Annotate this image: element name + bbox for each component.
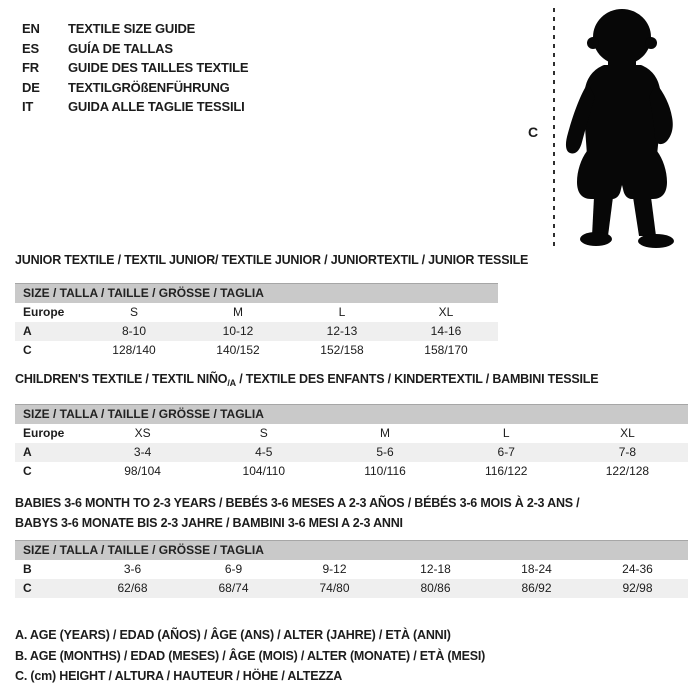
size-cell: XS <box>134 426 151 440</box>
age-cell: 12-13 <box>326 324 358 338</box>
table-row-months <box>15 560 688 579</box>
size-cell: XL <box>620 426 635 440</box>
language-row-de <box>22 78 248 98</box>
baby-silhouette <box>552 5 692 250</box>
language-row-en <box>22 19 248 39</box>
age-cell: 4-5 <box>255 445 273 459</box>
language-label: TEXTILE SIZE GUIDE <box>68 21 196 36</box>
language-code: FR <box>22 60 39 75</box>
size-header-bar: SIZE / TALLA / TAILLE / GRÖSSE / TAGLIA <box>15 404 688 424</box>
row-label: A <box>23 324 32 338</box>
babies-size-table <box>15 540 688 598</box>
junior-size-table <box>15 283 498 360</box>
row-label: C <box>23 343 32 357</box>
age-cell: 3-4 <box>133 445 152 459</box>
age-cell: 7-8 <box>618 445 637 459</box>
babies-title-line1: BABIES 3-6 MONTH TO 2-3 YEARS / BEBÉS 3-6 MESES A 2-3 AÑOS / BÉBÉS 3-6 MOIS À 2-3 ANS / <box>15 496 580 510</box>
age-cell: 8-10 <box>121 324 147 338</box>
legend-line-b: B. AGE (MONTHS) / EDAD (MESES) / ÂGE (MOIS) / ALTER (MONATE) / ETÀ (MESI) <box>15 648 486 663</box>
months-cell: 12-18 <box>420 562 451 576</box>
height-cell: 122/128 <box>605 464 650 478</box>
language-label: GUIDA ALLE TAGLIE TESSILI <box>68 99 245 114</box>
height-cell: 92/98 <box>622 581 653 595</box>
row-label: Europe <box>23 305 65 319</box>
size-cell: L <box>338 305 346 319</box>
size-cell: XL <box>438 305 454 319</box>
table-row-height <box>15 579 688 598</box>
figure-area <box>520 0 700 255</box>
age-cell: 5-6 <box>376 445 394 459</box>
size-cell: L <box>502 426 510 440</box>
language-row-it <box>22 97 248 117</box>
legend <box>15 625 485 687</box>
height-cell: 68/74 <box>218 581 249 595</box>
junior-table-title: JUNIOR TEXTILE / TEXTIL JUNIOR/ TEXTILE JUNIOR / JUNIORTEXTIL / JUNIOR TESSILE <box>15 253 529 267</box>
children-title-text: CHILDREN'S TEXTILE / TEXTIL NIÑO <box>15 372 228 386</box>
language-row-es <box>22 39 248 59</box>
language-list <box>22 19 248 117</box>
language-code: DE <box>22 79 40 95</box>
height-cell: 128/140 <box>112 343 156 357</box>
row-label: B <box>23 562 32 576</box>
row-label: Europe <box>23 426 65 440</box>
legend-line-a: A. AGE (YEARS) / EDAD (AÑOS) / ÂGE (ANS) / ALTER (JAHRE) / ETÀ (ANNI) <box>15 628 451 642</box>
table-row-height <box>15 462 688 481</box>
size-cell: M <box>380 426 390 440</box>
language-label: GUÍA DE TALLAS <box>68 40 173 56</box>
size-header-bar: SIZE / TALLA / TAILLE / GRÖSSE / TAGLIA <box>15 540 688 560</box>
children-title-text: / TEXTILE DES ENFANTS / KINDERTEXTIL / BAMBINI TESSILE <box>235 372 599 386</box>
row-label: C <box>23 581 32 595</box>
babies-table-title <box>15 493 688 533</box>
babies-title-line2: BABYS 3-6 MONATE BIS 2-3 JAHRE / BAMBINI 3-6 MESI A 2-3 ANNI <box>15 516 403 530</box>
size-cell: S <box>259 426 268 440</box>
size-cell: S <box>129 305 138 319</box>
months-cell: 3-6 <box>123 562 142 576</box>
months-cell: 18-24 <box>521 562 552 576</box>
children-size-table <box>15 404 688 481</box>
months-cell: 9-12 <box>322 562 347 576</box>
table-row-height <box>15 341 498 360</box>
height-cell: 62/68 <box>117 581 148 595</box>
height-cell: 104/110 <box>242 464 286 478</box>
row-label: A <box>23 445 32 459</box>
language-label: GUIDE DES TAILLES TEXTILE <box>68 60 249 75</box>
height-cell: 86/92 <box>521 581 552 595</box>
age-cell: 10-12 <box>222 324 254 338</box>
height-cell: 110/116 <box>364 464 406 478</box>
row-label: C <box>23 464 32 478</box>
age-cell: 14-16 <box>430 324 462 338</box>
months-cell: 6-9 <box>224 562 243 576</box>
height-cell: 152/158 <box>320 343 364 357</box>
children-table-title <box>15 369 598 393</box>
height-cell: 158/170 <box>424 343 468 357</box>
children-title-sub: /A <box>227 378 236 388</box>
months-cell: 24-36 <box>622 562 653 576</box>
table-row-europe <box>15 303 498 322</box>
size-header-bar: SIZE / TALLA / TAILLE / GRÖSSE / TAGLIA <box>15 283 498 303</box>
age-cell: 6-7 <box>497 445 515 459</box>
language-code: ES <box>22 40 39 56</box>
height-cell: 116/122 <box>484 464 528 478</box>
language-code: IT <box>22 99 34 114</box>
table-row-europe <box>15 424 688 443</box>
height-cell: 140/152 <box>216 343 260 357</box>
measure-label-c: C <box>528 124 539 140</box>
size-cell: M <box>233 305 243 319</box>
height-cell: 98/104 <box>124 464 161 478</box>
language-row-fr <box>22 58 248 78</box>
table-row-age <box>15 443 688 462</box>
language-code: EN <box>22 21 40 36</box>
table-row-age <box>15 322 498 341</box>
language-label: TEXTILGRÖßENFÜHRUNG <box>68 79 230 95</box>
height-cell: 74/80 <box>319 581 350 595</box>
height-cell: 80/86 <box>420 581 451 595</box>
legend-line-c: C. (cm) HEIGHT / ALTURA / HAUTEUR / HÖHE / ALTEZZA <box>15 669 343 683</box>
